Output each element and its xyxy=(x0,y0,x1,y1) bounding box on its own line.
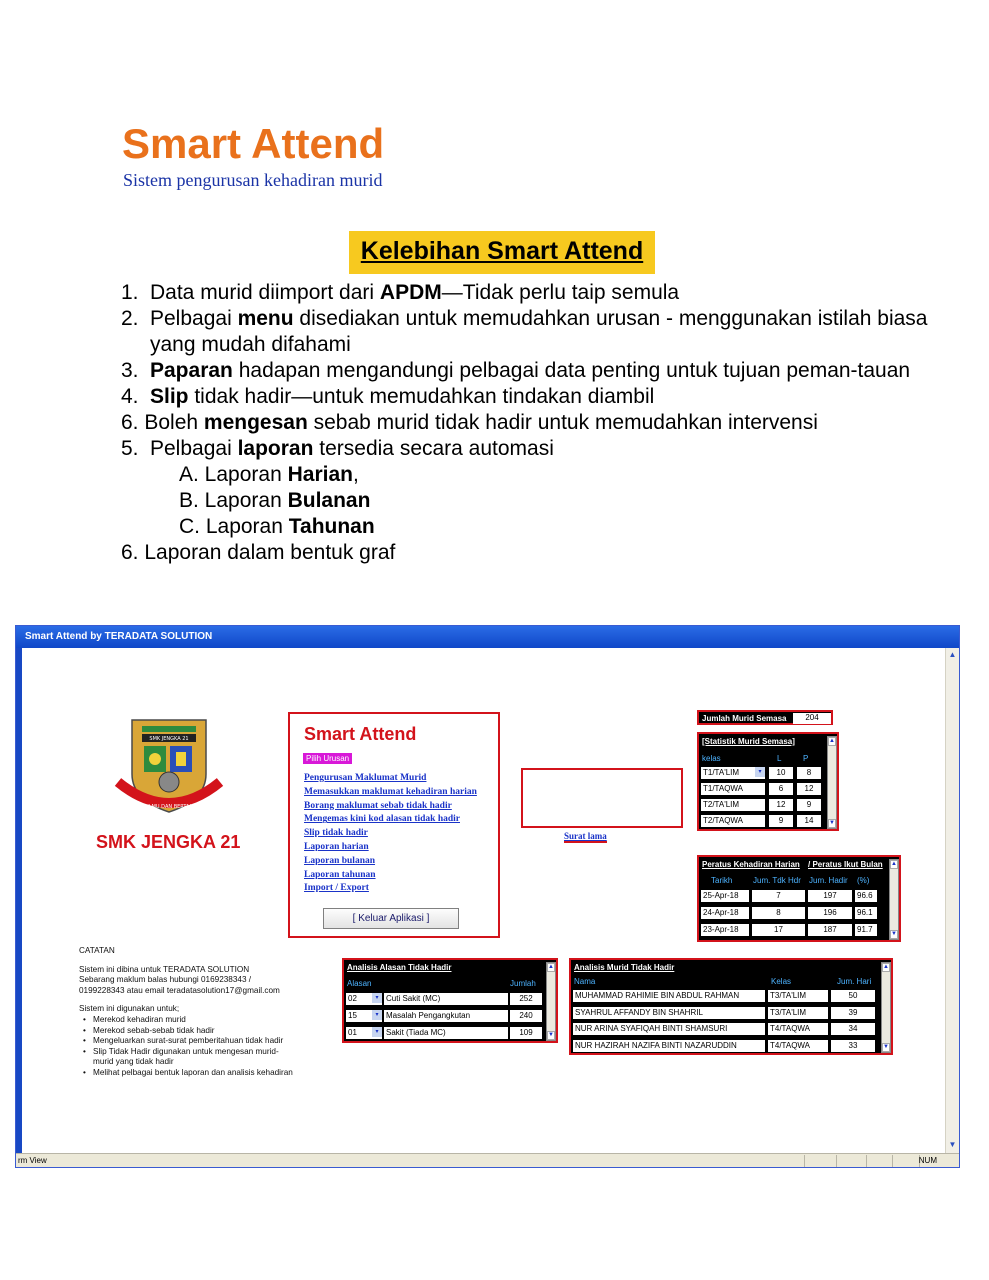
table-cell: 240 xyxy=(510,1010,542,1022)
code-cell: 15 ▾ xyxy=(346,1010,382,1022)
murid-scrollbar[interactable] xyxy=(881,962,891,1053)
peratus-scrollbar[interactable] xyxy=(889,859,899,940)
feature-number: 5. xyxy=(121,437,139,460)
feature-text: Slip xyxy=(150,385,189,408)
feature-item xyxy=(121,514,961,540)
notes-item: • Merekod kehadiran murid xyxy=(79,1015,319,1026)
dropdown-icon[interactable]: ▾ xyxy=(755,767,765,777)
scroll-up-icon[interactable]: ▲ xyxy=(891,861,897,867)
notes-text: Sistem ini dibina untuk TERADATA SOLUTION xyxy=(79,964,250,974)
menu-link[interactable]: Slip tidak hadir xyxy=(304,828,368,839)
feature-item xyxy=(121,436,961,462)
table-cell: 14 xyxy=(797,815,821,827)
window-scrollbar[interactable] xyxy=(945,648,959,1153)
feature-text: 6. Laporan dalam bentuk graf xyxy=(121,541,396,564)
feature-item xyxy=(121,462,961,488)
crest-label: SMK JENGKA 21 xyxy=(149,736,189,742)
page-title: Smart Attend xyxy=(122,120,385,167)
table-cell: 39 xyxy=(831,1007,875,1019)
class-cell: T2/TAQWA xyxy=(701,815,765,827)
menu-link[interactable]: Memasukkan maklumat kehadiran harian xyxy=(304,786,477,797)
table-cell: Sakit (Tiada MC) xyxy=(384,1027,508,1039)
alasan-scrollbar[interactable] xyxy=(546,962,556,1041)
table-cell: 25-Apr-18 xyxy=(701,890,749,902)
feature-number: 1. xyxy=(121,281,139,304)
dropdown-icon[interactable]: ▾ xyxy=(372,1027,382,1037)
feature-text: laporan xyxy=(237,437,314,460)
status-left: rm View xyxy=(18,1156,47,1165)
feature-text: Data murid diimport dari xyxy=(150,281,380,304)
scroll-up-icon[interactable]: ▲ xyxy=(548,964,554,970)
menu-link[interactable]: Import / Export xyxy=(304,883,369,894)
menu-link[interactable]: Laporan bulanan xyxy=(304,855,376,866)
statistik-scrollbar[interactable] xyxy=(827,736,837,829)
feature-text: tersedia secara automasi xyxy=(313,437,554,460)
notes-item: • Melihat pelbagai bentuk laporan dan analisis kehadiran xyxy=(79,1068,319,1079)
table-cell: 7 xyxy=(752,890,805,902)
table-cell: T4/TAQWA xyxy=(768,1023,828,1035)
notes-section xyxy=(79,946,319,1079)
scroll-up-icon[interactable]: ▲ xyxy=(948,650,957,659)
notes-text: Sistem ini digunakan untuk; xyxy=(79,1004,180,1014)
column-header: P xyxy=(803,754,809,763)
table-cell: 96.1 xyxy=(855,907,877,919)
column-header: Kelas xyxy=(771,977,792,986)
scroll-down-icon[interactable]: ▼ xyxy=(948,1140,957,1149)
peratus-bulan-heading[interactable]: / Peratus Ikut Bulan xyxy=(808,860,883,869)
peratus-heading: Peratus Kehadiran Harian xyxy=(702,860,800,869)
table-cell: 252 xyxy=(510,993,542,1005)
table-cell: 91.7 xyxy=(855,924,877,936)
notes-item-cont: murid yang tidak hadir xyxy=(93,1057,174,1067)
feature-item xyxy=(121,488,961,514)
table-cell: NUR ARINA SYAFIQAH BINTI SHAMSURI xyxy=(573,1023,765,1035)
feature-text: Pelbagai xyxy=(150,307,238,330)
table-cell: T3/TA'LIM xyxy=(768,990,828,1002)
menu-link[interactable]: Laporan tahunan xyxy=(304,869,376,880)
table-cell: 9 xyxy=(769,815,793,827)
notes-text: 0199228343 atau email teradatasolution17@gmail.com xyxy=(79,985,280,995)
table-cell: MUHAMMAD RAHIMIE BIN ABDUL RAHMAN xyxy=(573,990,765,1002)
feature-text: disediakan untuk memudahkan urusan - menggunakan istilah biasa yang mudah difahami xyxy=(150,307,928,356)
feature-text: Harian xyxy=(287,463,353,486)
feature-text: sebab murid tidak hadir untuk memudahkan intervensi xyxy=(307,411,818,434)
statistik-heading: [Statistik Murid Semasa] xyxy=(702,737,795,746)
notes-heading: CATATAN xyxy=(79,946,115,955)
column-header: Nama xyxy=(574,977,596,986)
scroll-up-icon[interactable]: ▲ xyxy=(883,964,889,970)
code-cell: 02 ▾ xyxy=(346,993,382,1005)
feature-text: Pelbagai xyxy=(150,437,238,460)
table-cell: 109 xyxy=(510,1027,542,1039)
table-cell: 10 xyxy=(769,767,793,779)
table-cell: 196 xyxy=(808,907,852,919)
feature-text: C. Laporan xyxy=(179,515,289,538)
feature-item xyxy=(121,280,961,306)
feature-text: A. Laporan xyxy=(179,463,288,486)
feature-text: mengesan xyxy=(203,411,308,434)
feature-number: 3. xyxy=(121,359,139,382)
status-bar xyxy=(16,1153,959,1167)
window-title: Smart Attend by TERADATA SOLUTION xyxy=(16,626,959,648)
window-left-border xyxy=(16,648,22,1153)
table-cell: 24-Apr-18 xyxy=(701,907,749,919)
table-cell: NUR HAZIRAH NAZIFA BINTI NAZARUDDIN xyxy=(573,1040,765,1052)
feature-item xyxy=(121,358,961,384)
menu-link[interactable]: Laporan harian xyxy=(304,841,369,852)
column-header: kelas xyxy=(702,754,721,763)
column-header: Jum. Hari xyxy=(837,977,872,986)
table-cell: 34 xyxy=(831,1023,875,1035)
table-cell: T3/TA'LIM xyxy=(768,1007,828,1019)
feature-text: hadapan mengandungi pelbagai data penting untuk tujuan peman-tauan xyxy=(232,359,911,382)
table-cell: Cuti Sakit (MC) xyxy=(384,993,508,1005)
column-header: (%) xyxy=(857,876,870,885)
dropdown-icon[interactable]: ▾ xyxy=(372,1010,382,1020)
scroll-down-icon[interactable]: ▼ xyxy=(891,931,897,937)
table-cell: 12 xyxy=(797,783,821,795)
table-cell: 96.6 xyxy=(855,890,877,902)
notes-item: • Mengeluarkan surat-surat pemberitahuan tidak hadir xyxy=(79,1036,319,1047)
blank-panel xyxy=(521,768,683,828)
jumlah-value: 204 xyxy=(793,713,831,724)
scroll-up-icon[interactable]: ▲ xyxy=(829,738,835,744)
table-cell: SYAHRUL AFFANDY BIN SHAHRIL xyxy=(573,1007,765,1019)
class-cell: T1/TA'LIM ▾ xyxy=(701,767,765,779)
class-cell: T1/TAQWA xyxy=(701,783,765,795)
menu-links xyxy=(304,772,477,896)
feature-item xyxy=(121,540,961,566)
notes-text: Sebarang maklum balas hubungi 0169238343 / xyxy=(79,975,252,985)
school-crest xyxy=(112,712,226,822)
peratus-panel xyxy=(697,855,901,942)
menu-title: Smart Attend xyxy=(304,724,417,744)
feature-text: , xyxy=(352,463,359,486)
feature-item xyxy=(121,384,961,410)
class-cell: T2/TA'LIM xyxy=(701,799,765,811)
column-header: Jum. Tdk Hdr xyxy=(753,876,801,885)
jumlah-murid-panel xyxy=(697,710,833,725)
murid-panel xyxy=(569,958,893,1055)
column-header: Tarikh xyxy=(711,876,733,885)
surat-lama-link[interactable]: Surat lama xyxy=(564,831,607,841)
feature-text: Paparan xyxy=(150,359,233,382)
column-header: Alasan xyxy=(347,979,372,988)
murid-heading: Analisis Murid Tidak Hadir xyxy=(574,963,675,972)
table-cell: T4/TAQWA xyxy=(768,1040,828,1052)
notes-item: • Slip Tidak Hadir digunakan untuk mengesan murid- xyxy=(79,1047,319,1058)
feature-text: menu xyxy=(237,307,294,330)
status-num: NUM xyxy=(918,1156,937,1165)
dropdown-icon[interactable]: ▾ xyxy=(372,993,382,1003)
menu-link[interactable]: Mengemas kini kod alasan tidak hadir xyxy=(304,814,460,825)
table-cell: 8 xyxy=(797,767,821,779)
features-list xyxy=(121,280,961,566)
statistik-panel xyxy=(697,732,839,831)
table-cell: Masalah Pengangkutan xyxy=(384,1010,508,1022)
page-subtitle: Sistem pengurusan kehadiran murid xyxy=(123,170,383,190)
feature-number: 4. xyxy=(121,385,139,408)
notes-item: • Merekod sebab-sebab tidak hadir xyxy=(79,1026,319,1037)
scroll-down-icon[interactable]: ▼ xyxy=(548,1032,554,1038)
table-cell: 6 xyxy=(769,783,793,795)
alasan-heading: Analisis Alasan Tidak Hadir xyxy=(347,963,452,972)
table-cell: 9 xyxy=(797,799,821,811)
scroll-down-icon[interactable]: ▼ xyxy=(883,1044,889,1050)
column-header: Jumlah xyxy=(510,979,536,988)
app-window xyxy=(15,625,960,1168)
features-heading: Kelebihan Smart Attend xyxy=(349,231,655,274)
feature-text: tidak hadir—untuk memudahkan tindakan diambil xyxy=(188,385,655,408)
table-cell: 8 xyxy=(752,907,805,919)
main-menu-panel xyxy=(288,712,500,938)
scroll-down-icon[interactable]: ▼ xyxy=(829,820,835,826)
table-cell: 12 xyxy=(769,799,793,811)
feature-number: 2. xyxy=(121,307,139,330)
feature-item xyxy=(121,410,961,436)
table-cell: 23-Apr-18 xyxy=(701,924,749,936)
table-cell: 33 xyxy=(831,1040,875,1052)
column-header: Jum. Hadir xyxy=(809,876,848,885)
column-header: L xyxy=(777,754,782,763)
feature-text: APDM xyxy=(379,281,442,304)
feature-text: 6. Boleh xyxy=(121,411,204,434)
feature-text: Bulanan xyxy=(287,489,371,512)
table-cell: 187 xyxy=(808,924,852,936)
exit-app-button[interactable]: [ Keluar Aplikasi ] xyxy=(323,908,459,929)
table-cell: 17 xyxy=(752,924,805,936)
feature-item xyxy=(121,306,961,358)
feature-text: Tahunan xyxy=(288,515,375,538)
jumlah-label: Jumlah Murid Semasa xyxy=(702,714,787,723)
menu-link[interactable]: Pengurusan Maklumat Murid xyxy=(304,773,427,783)
table-cell: 50 xyxy=(831,990,875,1002)
feature-text: B. Laporan xyxy=(179,489,288,512)
school-name: SMK JENGKA 21 xyxy=(96,832,241,852)
menu-pick-label: Pilih Urusan xyxy=(303,753,352,764)
crest-motto: BERILMU DAN BERTAKWA xyxy=(137,804,201,810)
feature-text: —Tidak perlu taip semula xyxy=(441,281,680,304)
alasan-panel xyxy=(342,958,558,1043)
code-cell: 01 ▾ xyxy=(346,1027,382,1039)
menu-link[interactable]: Borang maklumat sebab tidak hadir xyxy=(304,800,452,811)
table-cell: 197 xyxy=(808,890,852,902)
